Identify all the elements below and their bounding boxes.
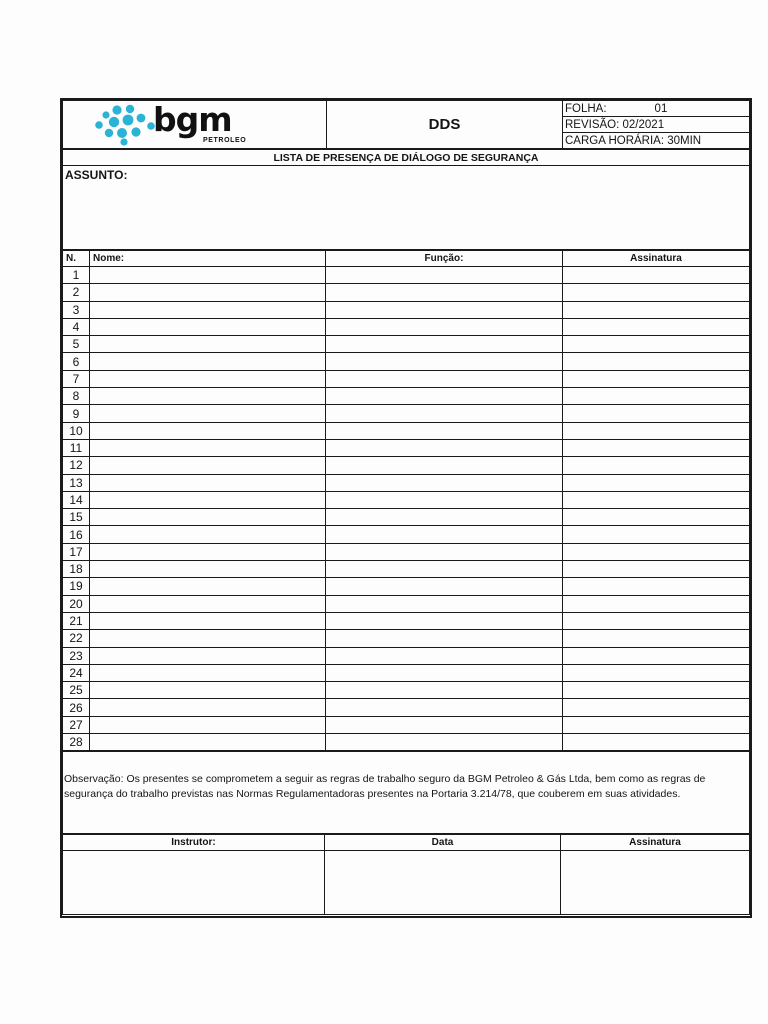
- nome-field[interactable]: [90, 474, 326, 491]
- row-number: 14: [63, 491, 90, 508]
- table-row: [63, 370, 750, 387]
- funcao-field[interactable]: [326, 422, 563, 439]
- assinatura-field[interactable]: [563, 318, 750, 335]
- nome-field[interactable]: [90, 734, 326, 751]
- table-row: [63, 388, 750, 405]
- molecule-icon: [93, 104, 157, 146]
- funcao-field[interactable]: [326, 578, 563, 595]
- folha-label: FOLHA:: [565, 102, 607, 115]
- row-number: 28: [63, 734, 90, 751]
- col-header-instrutor: Instrutor:: [63, 835, 325, 851]
- funcao-field[interactable]: [326, 561, 563, 578]
- nome-field[interactable]: [90, 301, 326, 318]
- table-row: [63, 301, 750, 318]
- funcao-field[interactable]: [326, 630, 563, 647]
- assinatura-field[interactable]: [563, 734, 750, 751]
- attendance-header-row: [63, 251, 750, 267]
- funcao-field[interactable]: [326, 370, 563, 387]
- row-number: 12: [63, 457, 90, 474]
- funcao-field[interactable]: [326, 595, 563, 612]
- row-number: 13: [63, 474, 90, 491]
- form-title: LISTA DE PRESENÇA DE DIÁLOGO DE SEGURANÇA: [63, 150, 750, 166]
- table-row: [63, 336, 750, 353]
- instrutor-signature-field[interactable]: [561, 851, 750, 915]
- observacao-text: Observação: Os presentes se comprometem a seguir as regras de trabalho seguro da BGM Petroleo & Gás Ltda, bem como as regras de segurança do trabalho previstas nas Normas Regulamentadoras presentes na Portaria 3.214/78, que couberem em suas atividades.: [63, 752, 750, 834]
- nome-field[interactable]: [90, 422, 326, 439]
- assinatura-field[interactable]: [563, 457, 750, 474]
- funcao-field[interactable]: [326, 353, 563, 370]
- bgm-logo: [93, 100, 263, 146]
- nome-field[interactable]: [90, 284, 326, 301]
- folha-value: 01: [654, 102, 668, 115]
- logo-wordmark: bgm: [153, 100, 232, 139]
- assinatura-field[interactable]: [563, 578, 750, 595]
- row-number: 5: [63, 336, 90, 353]
- assinatura-field[interactable]: [563, 474, 750, 491]
- assinatura-field[interactable]: [563, 405, 750, 422]
- col-header-number: N.: [63, 251, 90, 267]
- nome-field[interactable]: [90, 267, 326, 284]
- funcao-field[interactable]: [326, 526, 563, 543]
- row-number: 24: [63, 664, 90, 681]
- row-number: 22: [63, 630, 90, 647]
- funcao-field[interactable]: [326, 491, 563, 508]
- row-number: 26: [63, 699, 90, 716]
- table-row: [63, 491, 750, 508]
- funcao-field[interactable]: [326, 543, 563, 560]
- table-row: [63, 630, 750, 647]
- funcao-field[interactable]: [326, 664, 563, 681]
- assunto-field[interactable]: [63, 166, 750, 250]
- row-number: 15: [63, 509, 90, 526]
- nome-field[interactable]: [90, 491, 326, 508]
- table-row: [63, 509, 750, 526]
- nome-field[interactable]: [90, 664, 326, 681]
- nome-field[interactable]: [90, 716, 326, 733]
- assinatura-field[interactable]: [563, 370, 750, 387]
- row-number: 3: [63, 301, 90, 318]
- nome-field[interactable]: [90, 543, 326, 560]
- row-number: 23: [63, 647, 90, 664]
- funcao-field[interactable]: [326, 474, 563, 491]
- footer-header-row: [63, 835, 750, 851]
- funcao-field[interactable]: [326, 284, 563, 301]
- funcao-field[interactable]: [326, 388, 563, 405]
- table-row: [63, 405, 750, 422]
- col-header-nome: Nome:: [90, 251, 326, 267]
- assinatura-field[interactable]: [563, 664, 750, 681]
- row-number: 21: [63, 612, 90, 629]
- table-row: [63, 284, 750, 301]
- table-row: [63, 561, 750, 578]
- assunto-label: ASSUNTO:: [65, 168, 128, 182]
- row-number: 4: [63, 318, 90, 335]
- assinatura-field[interactable]: [563, 388, 750, 405]
- assinatura-field[interactable]: [563, 353, 750, 370]
- nome-field[interactable]: [90, 612, 326, 629]
- assinatura-field[interactable]: [563, 682, 750, 699]
- col-header-footer-assinatura: Assinatura: [561, 835, 750, 851]
- table-row: [63, 526, 750, 543]
- row-number: 16: [63, 526, 90, 543]
- row-number: 18: [63, 561, 90, 578]
- logo-cell: [63, 101, 327, 149]
- doc-code: DDS: [327, 101, 563, 149]
- form-header: [62, 100, 750, 149]
- row-number: 6: [63, 353, 90, 370]
- assinatura-field[interactable]: [563, 595, 750, 612]
- assinatura-field[interactable]: [563, 509, 750, 526]
- col-header-funcao: Função:: [326, 251, 563, 267]
- table-row: [63, 318, 750, 335]
- assinatura-field[interactable]: [563, 612, 750, 629]
- table-row: [63, 716, 750, 733]
- table-row: [63, 612, 750, 629]
- nome-field[interactable]: [90, 509, 326, 526]
- nome-field[interactable]: [90, 318, 326, 335]
- table-row: [63, 474, 750, 491]
- col-header-data: Data: [325, 835, 561, 851]
- assinatura-field[interactable]: [563, 336, 750, 353]
- nome-field[interactable]: [90, 699, 326, 716]
- funcao-field[interactable]: [326, 301, 563, 318]
- assinatura-field[interactable]: [563, 422, 750, 439]
- table-row: [63, 595, 750, 612]
- table-row: [63, 267, 750, 284]
- funcao-field[interactable]: [326, 612, 563, 629]
- assinatura-field[interactable]: [563, 561, 750, 578]
- footer-signature-row: [63, 851, 750, 915]
- assinatura-field[interactable]: [563, 491, 750, 508]
- nome-field[interactable]: [90, 647, 326, 664]
- nome-field[interactable]: [90, 405, 326, 422]
- row-number: 7: [63, 370, 90, 387]
- assinatura-field[interactable]: [563, 301, 750, 318]
- table-row: [63, 457, 750, 474]
- funcao-field[interactable]: [326, 509, 563, 526]
- observacao-table: [62, 751, 750, 834]
- funcao-field[interactable]: [326, 682, 563, 699]
- assinatura-field[interactable]: [563, 284, 750, 301]
- nome-field[interactable]: [90, 578, 326, 595]
- nome-field[interactable]: [90, 370, 326, 387]
- assinatura-field[interactable]: [563, 716, 750, 733]
- logo-subtext: PETROLEO: [203, 137, 247, 144]
- funcao-field[interactable]: [326, 734, 563, 751]
- footer-table: [62, 834, 750, 915]
- funcao-field[interactable]: [326, 267, 563, 284]
- assinatura-field[interactable]: [563, 526, 750, 543]
- table-row: [63, 578, 750, 595]
- nome-field[interactable]: [90, 561, 326, 578]
- nome-field[interactable]: [90, 388, 326, 405]
- assinatura-field[interactable]: [563, 630, 750, 647]
- nome-field[interactable]: [90, 457, 326, 474]
- assinatura-field[interactable]: [563, 543, 750, 560]
- nome-field[interactable]: [90, 595, 326, 612]
- title-table: [62, 149, 750, 250]
- instrutor-field[interactable]: [63, 851, 325, 915]
- table-row: [63, 682, 750, 699]
- row-number: 11: [63, 439, 90, 456]
- assinatura-field[interactable]: [563, 699, 750, 716]
- assinatura-field[interactable]: [563, 267, 750, 284]
- nome-field[interactable]: [90, 526, 326, 543]
- row-number: 2: [63, 284, 90, 301]
- nome-field[interactable]: [90, 630, 326, 647]
- row-number: 10: [63, 422, 90, 439]
- assinatura-field[interactable]: [563, 439, 750, 456]
- carga-horaria-field: CARGA HORÁRIA: 30MIN: [563, 133, 750, 149]
- folha-field: [563, 101, 750, 117]
- table-row: [63, 543, 750, 560]
- row-number: 9: [63, 405, 90, 422]
- attendance-table: [62, 250, 750, 751]
- row-number: 1: [63, 267, 90, 284]
- row-number: 25: [63, 682, 90, 699]
- nome-field[interactable]: [90, 353, 326, 370]
- funcao-field[interactable]: [326, 716, 563, 733]
- table-row: [63, 734, 750, 751]
- table-row: [63, 353, 750, 370]
- data-field[interactable]: [325, 851, 561, 915]
- table-row: [63, 664, 750, 681]
- row-number: 27: [63, 716, 90, 733]
- nome-field[interactable]: [90, 682, 326, 699]
- table-row: [63, 422, 750, 439]
- funcao-field[interactable]: [326, 699, 563, 716]
- funcao-field[interactable]: [326, 405, 563, 422]
- table-row: [63, 647, 750, 664]
- nome-field[interactable]: [90, 336, 326, 353]
- col-header-assinatura: Assinatura: [563, 251, 750, 267]
- table-row: [63, 439, 750, 456]
- assinatura-field[interactable]: [563, 647, 750, 664]
- funcao-field[interactable]: [326, 457, 563, 474]
- dds-form-sheet: [60, 98, 752, 918]
- funcao-field[interactable]: [326, 318, 563, 335]
- funcao-field[interactable]: [326, 647, 563, 664]
- table-row: [63, 699, 750, 716]
- row-number: 8: [63, 388, 90, 405]
- row-number: 19: [63, 578, 90, 595]
- funcao-field[interactable]: [326, 336, 563, 353]
- funcao-field[interactable]: [326, 439, 563, 456]
- row-number: 20: [63, 595, 90, 612]
- revisao-field: REVISÃO: 02/2021: [563, 117, 750, 133]
- row-number: 17: [63, 543, 90, 560]
- nome-field[interactable]: [90, 439, 326, 456]
